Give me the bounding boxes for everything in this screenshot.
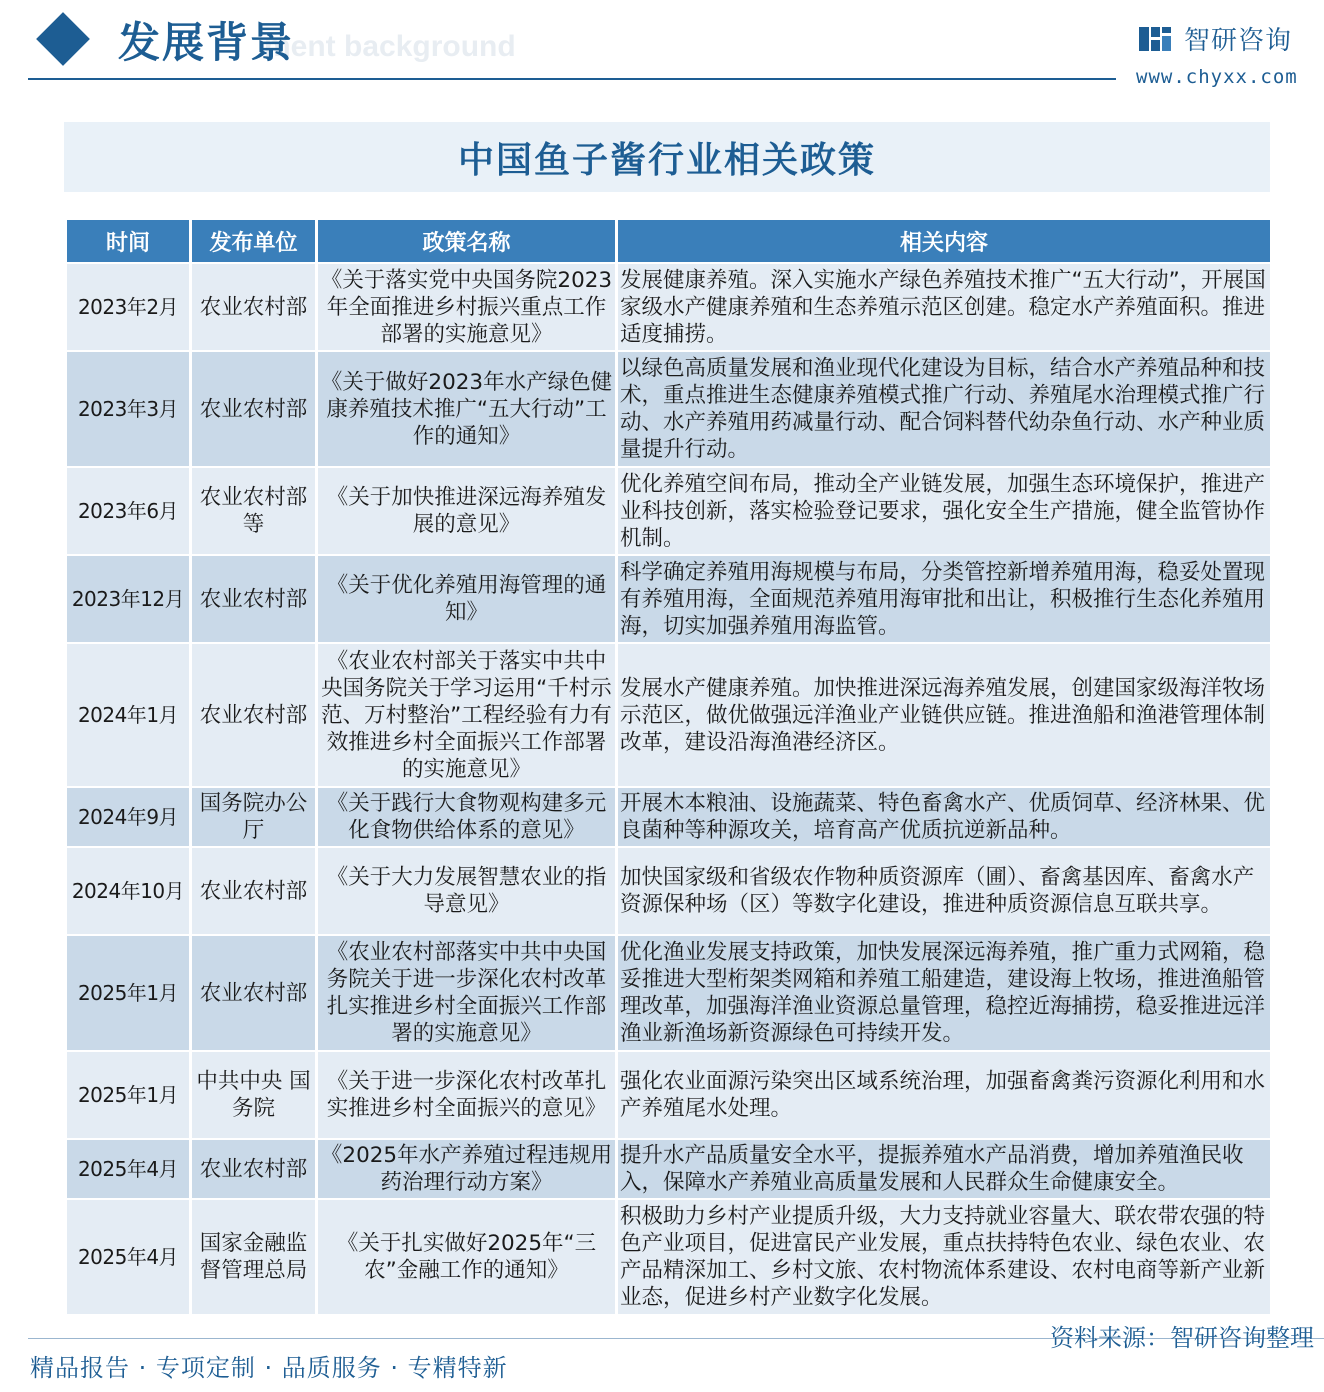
cell-time: 2025年4月 <box>67 1140 189 1198</box>
cell-unit: 农业农村部等 <box>192 468 315 554</box>
cell-unit: 农业农村部 <box>192 352 315 466</box>
cell-policy-name: 《关于做好2023年水产绿色健康养殖技术推广“五大行动”工作的通知》 <box>318 352 615 466</box>
cell-unit: 国务院办公厅 <box>192 788 315 846</box>
table-row <box>67 556 1270 642</box>
header-diamond-icon <box>36 12 90 66</box>
cell-time: 2025年1月 <box>67 936 189 1050</box>
cell-content: 优化渔业发展支持政策，加快发展深远海养殖，推广重力式网箱，稳妥推进大型桁架类网箱和养殖工船建造，建设海上牧场，推进渔船管理改革，加强海洋渔业资源总量管理，稳控近海捕捞，稳妥推进远洋渔业新渔场新资源绿色可持续开发。 <box>618 936 1270 1050</box>
cell-content: 提升水产品质量安全水平，提振养殖水产品消费，增加养殖渔民收入，保障水产养殖业高质量发展和人民群众生命健康安全。 <box>618 1140 1270 1198</box>
cell-time: 2024年9月 <box>67 788 189 846</box>
cell-content: 优化养殖空间布局，推动全产业链发展，加强生态环境保护，推进产业科技创新，落实检验登记要求，强化安全生产措施，健全监管协作机制。 <box>618 468 1270 554</box>
cell-content: 以绿色高质量发展和渔业现代化建设为目标，结合水产养殖品种和技术，重点推进生态健康养殖模式推广行动、养殖尾水治理模式推广行动、水产养殖用药减量行动、配合饲料替代幼杂鱼行动、水产种业质量提升行动。 <box>618 352 1270 466</box>
cell-time: 2023年2月 <box>67 264 189 350</box>
cell-unit: 农业农村部 <box>192 644 315 786</box>
table-row <box>67 1200 1270 1314</box>
cell-time: 2025年1月 <box>67 1052 189 1138</box>
cell-policy-name: 《关于进一步深化农村改革扎实推进乡村全面振兴的意见》 <box>318 1052 615 1138</box>
cell-unit: 农业农村部 <box>192 848 315 934</box>
cell-unit: 国家金融监督管理总局 <box>192 1200 315 1314</box>
column-header-unit: 发布单位 <box>192 220 315 262</box>
cell-time: 2024年1月 <box>67 644 189 786</box>
cell-content: 科学确定养殖用海规模与布局，分类管控新增养殖用海，稳妥处置现有养殖用海，全面规范养殖用海审批和出让，积极推行生态化养殖用海，切实加强养殖用海监管。 <box>618 556 1270 642</box>
table-row <box>67 1140 1270 1198</box>
cell-unit: 中共中央 国务院 <box>192 1052 315 1138</box>
table-header-row <box>67 220 1270 262</box>
cell-policy-name: 《关于优化养殖用海管理的通知》 <box>318 556 615 642</box>
footer-tagline: 精品报告 · 专项定制 · 品质服务 · 专精特新 <box>30 1354 508 1382</box>
column-header-content: 相关内容 <box>618 220 1270 262</box>
cell-policy-name: 《农业农村部落实中共中央国务院关于进一步深化农村改革扎实推进乡村全面振兴工作部署的实施意见》 <box>318 936 615 1050</box>
cell-time: 2025年4月 <box>67 1200 189 1314</box>
cell-policy-name: 《关于扎实做好2025年“三农”金融工作的通知》 <box>318 1200 615 1314</box>
cell-time: 2023年3月 <box>67 352 189 466</box>
cell-content: 发展健康养殖。深入实施水产绿色养殖技术推广“五大行动”，开展国家级水产健康养殖和生态养殖示范区创建。稳定水产养殖面积。推进适度捕捞。 <box>618 264 1270 350</box>
cell-unit: 农业农村部 <box>192 264 315 350</box>
table-row <box>67 352 1270 466</box>
cell-policy-name: 《关于落实党中央国务院2023年全面推进乡村振兴重点工作部署的实施意见》 <box>318 264 615 350</box>
cell-time: 2023年12月 <box>67 556 189 642</box>
cell-content: 积极助力乡村产业提质升级，大力支持就业容量大、联农带农强的特色产业项目，促进富民产业发展，重点扶持特色农业、绿色农业、农产品精深加工、乡村文旅、农村物流体系建设、农村电商等新产业新业态，促进乡村产业数字化发展。 <box>618 1200 1270 1314</box>
brand-name: 智研咨询 <box>1184 26 1293 56</box>
policy-table <box>64 218 1273 1316</box>
header-title: 发展背景 <box>118 18 295 67</box>
cell-content: 发展水产健康养殖。加快推进深远海养殖发展，创建国家级海洋牧场示范区，做优做强远洋渔业产业链供应链。推进渔船和渔港管理体制改革，建设沿海渔港经济区。 <box>618 644 1270 786</box>
table-row <box>67 468 1270 554</box>
table-row <box>67 936 1270 1050</box>
cell-policy-name: 《关于大力发展智慧农业的指导意见》 <box>318 848 615 934</box>
table-row <box>67 644 1270 786</box>
cell-time: 2024年10月 <box>67 848 189 934</box>
cell-policy-name: 《2025年水产养殖过程违规用药治理行动方案》 <box>318 1140 615 1198</box>
table-row <box>67 1052 1270 1138</box>
cell-unit: 农业农村部 <box>192 1140 315 1198</box>
header-subtitle: ment background <box>264 30 516 63</box>
brand-url: www.chyxx.com <box>1136 66 1298 88</box>
cell-unit: 农业农村部 <box>192 936 315 1050</box>
cell-policy-name: 《农业农村部关于落实中共中央国务院关于学习运用“千村示范、万村整治”工程经验有力有效推进乡村全面振兴工作部署的实施意见》 <box>318 644 615 786</box>
cell-policy-name: 《关于践行大食物观构建多元化食物供给体系的意见》 <box>318 788 615 846</box>
cell-policy-name: 《关于加快推进深远海养殖发展的意见》 <box>318 468 615 554</box>
column-header-name: 政策名称 <box>318 220 615 262</box>
cell-unit: 农业农村部 <box>192 556 315 642</box>
cell-content: 加快国家级和省级农作物种质资源库（圃）、畜禽基因库、畜禽水产资源保种场（区）等数字化建设，推进种质资源信息互联共享。 <box>618 848 1270 934</box>
footer-source: 资料来源：智研咨询整理 <box>1050 1324 1314 1352</box>
table-row <box>67 848 1270 934</box>
table-title-box <box>64 122 1270 192</box>
table-title: 中国鱼子酱行业相关政策 <box>457 138 876 181</box>
header-divider <box>28 78 1116 80</box>
brand-logo-icon <box>1138 24 1172 54</box>
table-row <box>67 264 1270 350</box>
column-header-time: 时间 <box>67 220 189 262</box>
cell-content: 开展木本粮油、设施蔬菜、特色畜禽水产、优质饲草、经济林果、优良菌种等种源攻关，培育高产优质抗逆新品种。 <box>618 788 1270 846</box>
cell-content: 强化农业面源污染突出区域系统治理，加强畜禽粪污资源化利用和水产养殖尾水处理。 <box>618 1052 1270 1138</box>
cell-time: 2023年6月 <box>67 468 189 554</box>
table-row <box>67 788 1270 846</box>
